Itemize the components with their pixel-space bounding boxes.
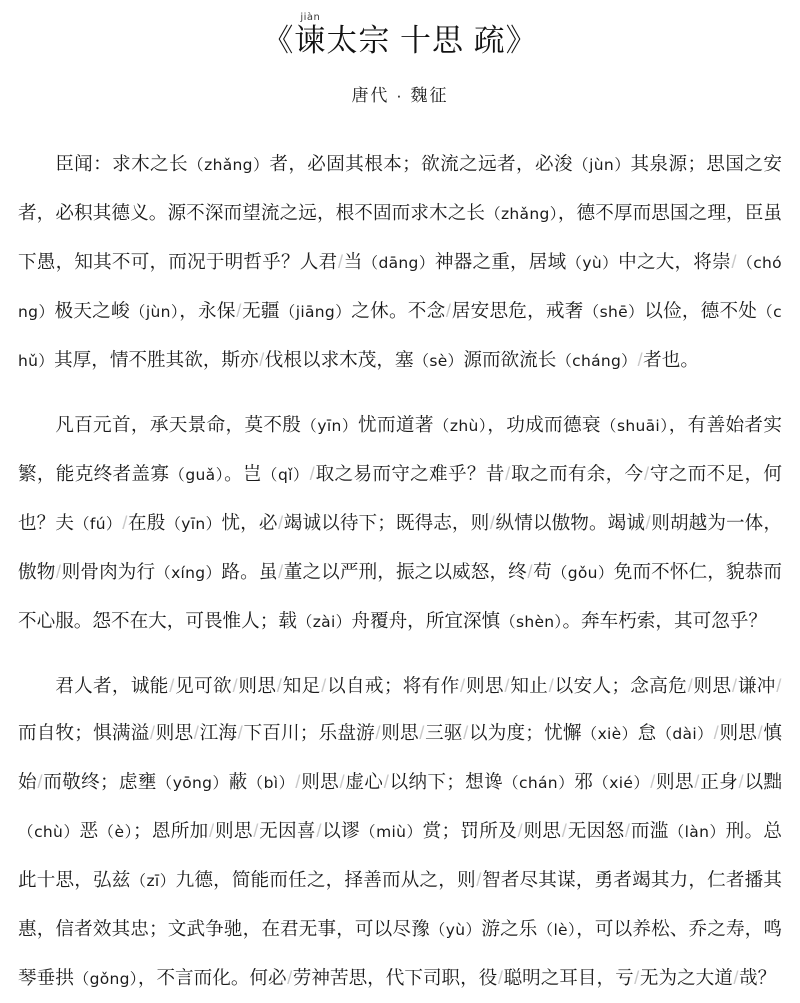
title-open-bracket: 《	[262, 23, 295, 58]
title-ruby-pinyin: jiàn	[294, 12, 327, 23]
title-block	[0, 0, 800, 106]
document-subtitle: 唐代 · 魏征	[351, 85, 449, 105]
paragraph-2: 凡百元首，承天景命，莫不殷（yīn）忧而道著（zhù），功成而德衰（shuāi），有善始者实繁，能克终者盖寡（guǎ）。岂（qǐ）/取之易而守之难乎？昔/取之而有余，今/守之而不足，何也？夫（fú）/在殷（yīn）忧，必/竭诚以待下；既得志，则/纵情以傲物。竭诚/则胡越为一体，傲物/则骨肉为行（xíng）路。虽/董之以严刑，振之以威怒，终/苟（gǒu）免而不怀仁，貌恭而不心服。怨不在大，可畏惟人；载（zài）舟覆舟，所宜深慎（shèn）。奔车朽索，其可忽乎？	[18, 413, 782, 631]
paragraph-3: 君人者，诚能/见可欲/则思/知足/以自戒；将有作/则思/知止/以安人；念高危/则思/谦冲/而自牧；惧满溢/则思/江海/下百川；乐盘游/则思/三驱/以为度；忧懈（xiè）怠（dài）/则思/慎始/而敬终；虑壅（yōng）蔽（bì）/则思/虚心/以纳下；想谗（chán）邪（xié）/则思/正身/以黜（chù）恶（è）；恩所加/则思/无因喜/以谬（miù）赏；罚所及/则思/无因怒/而滥（làn）刑。总此十思，弘兹（zī）九德，简能而任之，择善而从之，则/智者尽其谋，勇者竭其力，仁者播其惠，信者效其忠；文武争驰，在君无事，可以尽豫（yù）游之乐（lè），可以养松、乔之寿，鸣琴垂拱（gǒng），不言而化。何必/劳神苦思，代下司职，役/聪明之耳目，亏/无为之大道/哉？	[18, 674, 782, 988]
paragraph-1: 臣闻：求木之长（zhǎng）者，必固其根本；欲流之远者，必浚（jùn）其泉源；思国之安者，必积其德义。源不深而望流之远，根不固而求木之长（zhǎng），德不厚而思国之理，臣虽下愚，知其不可，而况于明哲乎？人君/当（dāng）神器之重，居域（yù）中之大，将崇/（chóng）极天之峻（jùn），永保/无疆（jiāng）之休。不念/居安思危，戒奢（shē）以俭，德不处（chǔ）其厚，情不胜其欲，斯亦/伐根以求木茂，塞（sè）源而欲流长（cháng）/者也。	[18, 152, 782, 370]
page-title	[0, 12, 800, 61]
title-rest: 太宗 十思 疏	[326, 23, 506, 58]
title-close-bracket: 》	[505, 23, 538, 58]
document-body	[0, 106, 800, 1003]
title-ruby-jian	[294, 12, 327, 58]
title-ruby-base: 谏	[294, 23, 327, 58]
